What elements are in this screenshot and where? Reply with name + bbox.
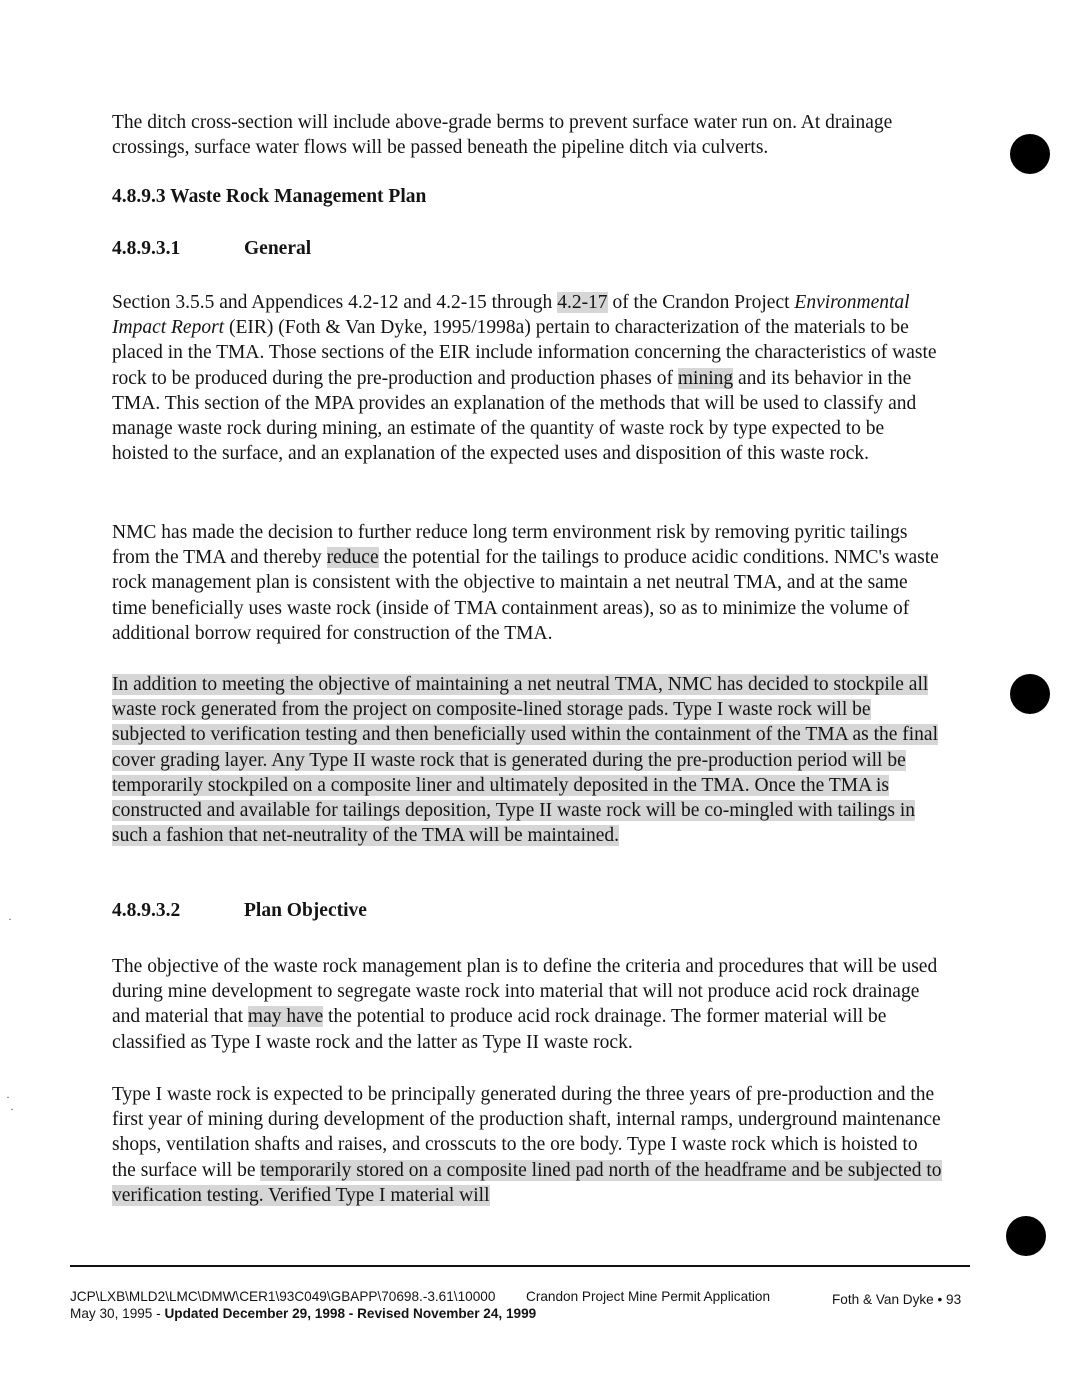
scan-speck: · — [8, 912, 12, 926]
footer-file-path: JCP\LXB\MLD2\LMC\DMW\CER1\93C049\GBAPP\70698.-3.61\10000 — [70, 1289, 496, 1304]
paragraph-eir-characterization — [112, 290, 942, 466]
revision-marker-dot — [1006, 1216, 1046, 1256]
scan-speck: · — [6, 1090, 10, 1104]
text-run: the potential for the tailings to produce acidic conditions. NMC's waste rock management plan is consistent with the objective to maintain a net neutral TMA, and at the same time beneficially uses waste rock (inside of TMA containment areas), so as to minimize the volume of additional borrow required for construction of the TMA. — [112, 547, 939, 644]
footer-project-title: Crandon Project Mine Permit Application — [526, 1289, 771, 1304]
highlighted-text: In addition to meeting the objective of maintaining a net neutral TMA, NMC has decided to stockpile all waste rock generated from the project on composite-lined storage pads. Type I waste rock will be subjected to verification testing and then beneficially used within the containment of the TMA as the final cover grading layer. Any Type II waste rock that is generated during the pre-production period will be temporarily stockpiled on a composite liner and ultimately deposited in the TMA. Once the TMA is constructed and available for tailings deposition, Type II waste rock will be co-mingled with tailings in such a fashion that net-neutrality of the TMA will be maintained. — [112, 674, 938, 847]
heading-waste-rock-management-plan: 4.8.9.3 Waste Rock Management Plan — [112, 186, 427, 207]
report-title-italic: Environmental Impact Report — [112, 292, 910, 339]
paragraph-stockpile-highlighted — [112, 672, 942, 848]
paragraph-type-i-waste-rock — [112, 1082, 942, 1208]
text-run: (EIR) (Foth & Van Dyke, 1995/1998a) pertain to characterization of the materials to be placed in the TMA. Those sections of the EIR include information concerning the characteristics of waste rock to be produced during the pre-production and production phases of — [112, 317, 937, 389]
highlighted-text: temporarily stored on a composite lined pad north of the headframe and be subjected to verification testing. Verified Type I material will — [112, 1159, 942, 1206]
scan-speck: · — [10, 1102, 14, 1116]
heading-title: Plan Objective — [244, 900, 367, 921]
text-run: Type I waste rock is expected to be principally generated during the three years of pre-production and the first year of mining during development of the production shaft, internal ramps, underground maintenance shops, ventilation shafts and raises, and crosscuts to the ore body. Type I waste rock which is hoisted to the surface will be — [112, 1084, 941, 1181]
footer-dates — [70, 1305, 536, 1323]
highlighted-text: mining — [677, 367, 734, 389]
heading-title: General — [244, 238, 312, 259]
highlighted-text: 4.2-17 — [557, 292, 608, 313]
footer-date-original: May 30, 1995 - — [70, 1306, 165, 1321]
paragraph-nmc-decision — [112, 520, 942, 646]
text-run: Section 3.5.5 and Appendices 4.2-12 and 4.2-15 through — [112, 292, 558, 313]
revision-marker-dot — [1010, 134, 1050, 174]
text-run: NMC has made the decision to further reduce long term environment risk by removing pyritic tailings from the TMA and thereby — [112, 522, 908, 569]
footer-firm-page-number: Foth & Van Dyke • 93 — [832, 1292, 962, 1307]
heading-plan-objective — [112, 898, 367, 923]
paragraph-plan-objective — [112, 954, 942, 1055]
text-run: The objective of the waste rock management plan is to define the criteria and procedures that will be used during mine development to segregate waste rock into material that will not produce acid rock drainage and material that — [112, 956, 938, 1028]
revision-marker-dot — [1010, 674, 1050, 714]
footer-rule — [70, 1265, 970, 1267]
footer-date-revisions: Updated December 29, 1998 - Revised November 24, 1999 — [164, 1306, 537, 1321]
highlighted-text: may have — [247, 1006, 324, 1028]
text-run: of the Crandon Project — [607, 292, 795, 313]
paragraph-ditch-cross-section: The ditch cross-section will include above-grade berms to prevent surface water run on. At drainage crossings, surface water flows will be passed beneath the pipeline ditch via culverts. — [112, 112, 893, 159]
heading-general — [112, 236, 311, 261]
text-run: the potential to produce acid rock drainage. The former material will be classified as Type I waste rock and the latter as Type II waste rock. — [112, 1006, 887, 1053]
heading-number: 4.8.9.3.1 — [112, 238, 181, 259]
text-run: and its behavior in the TMA. This section of the MPA provides an explanation of the methods that will be used to classify and manage waste rock during mining, an estimate of the quantity of waste rock by type expected to be hoisted to the surface, and an explanation of the expected uses and disposition of this waste rock. — [112, 367, 917, 465]
heading-number: 4.8.9.3.2 — [112, 900, 181, 921]
highlighted-text: reduce — [326, 547, 379, 569]
